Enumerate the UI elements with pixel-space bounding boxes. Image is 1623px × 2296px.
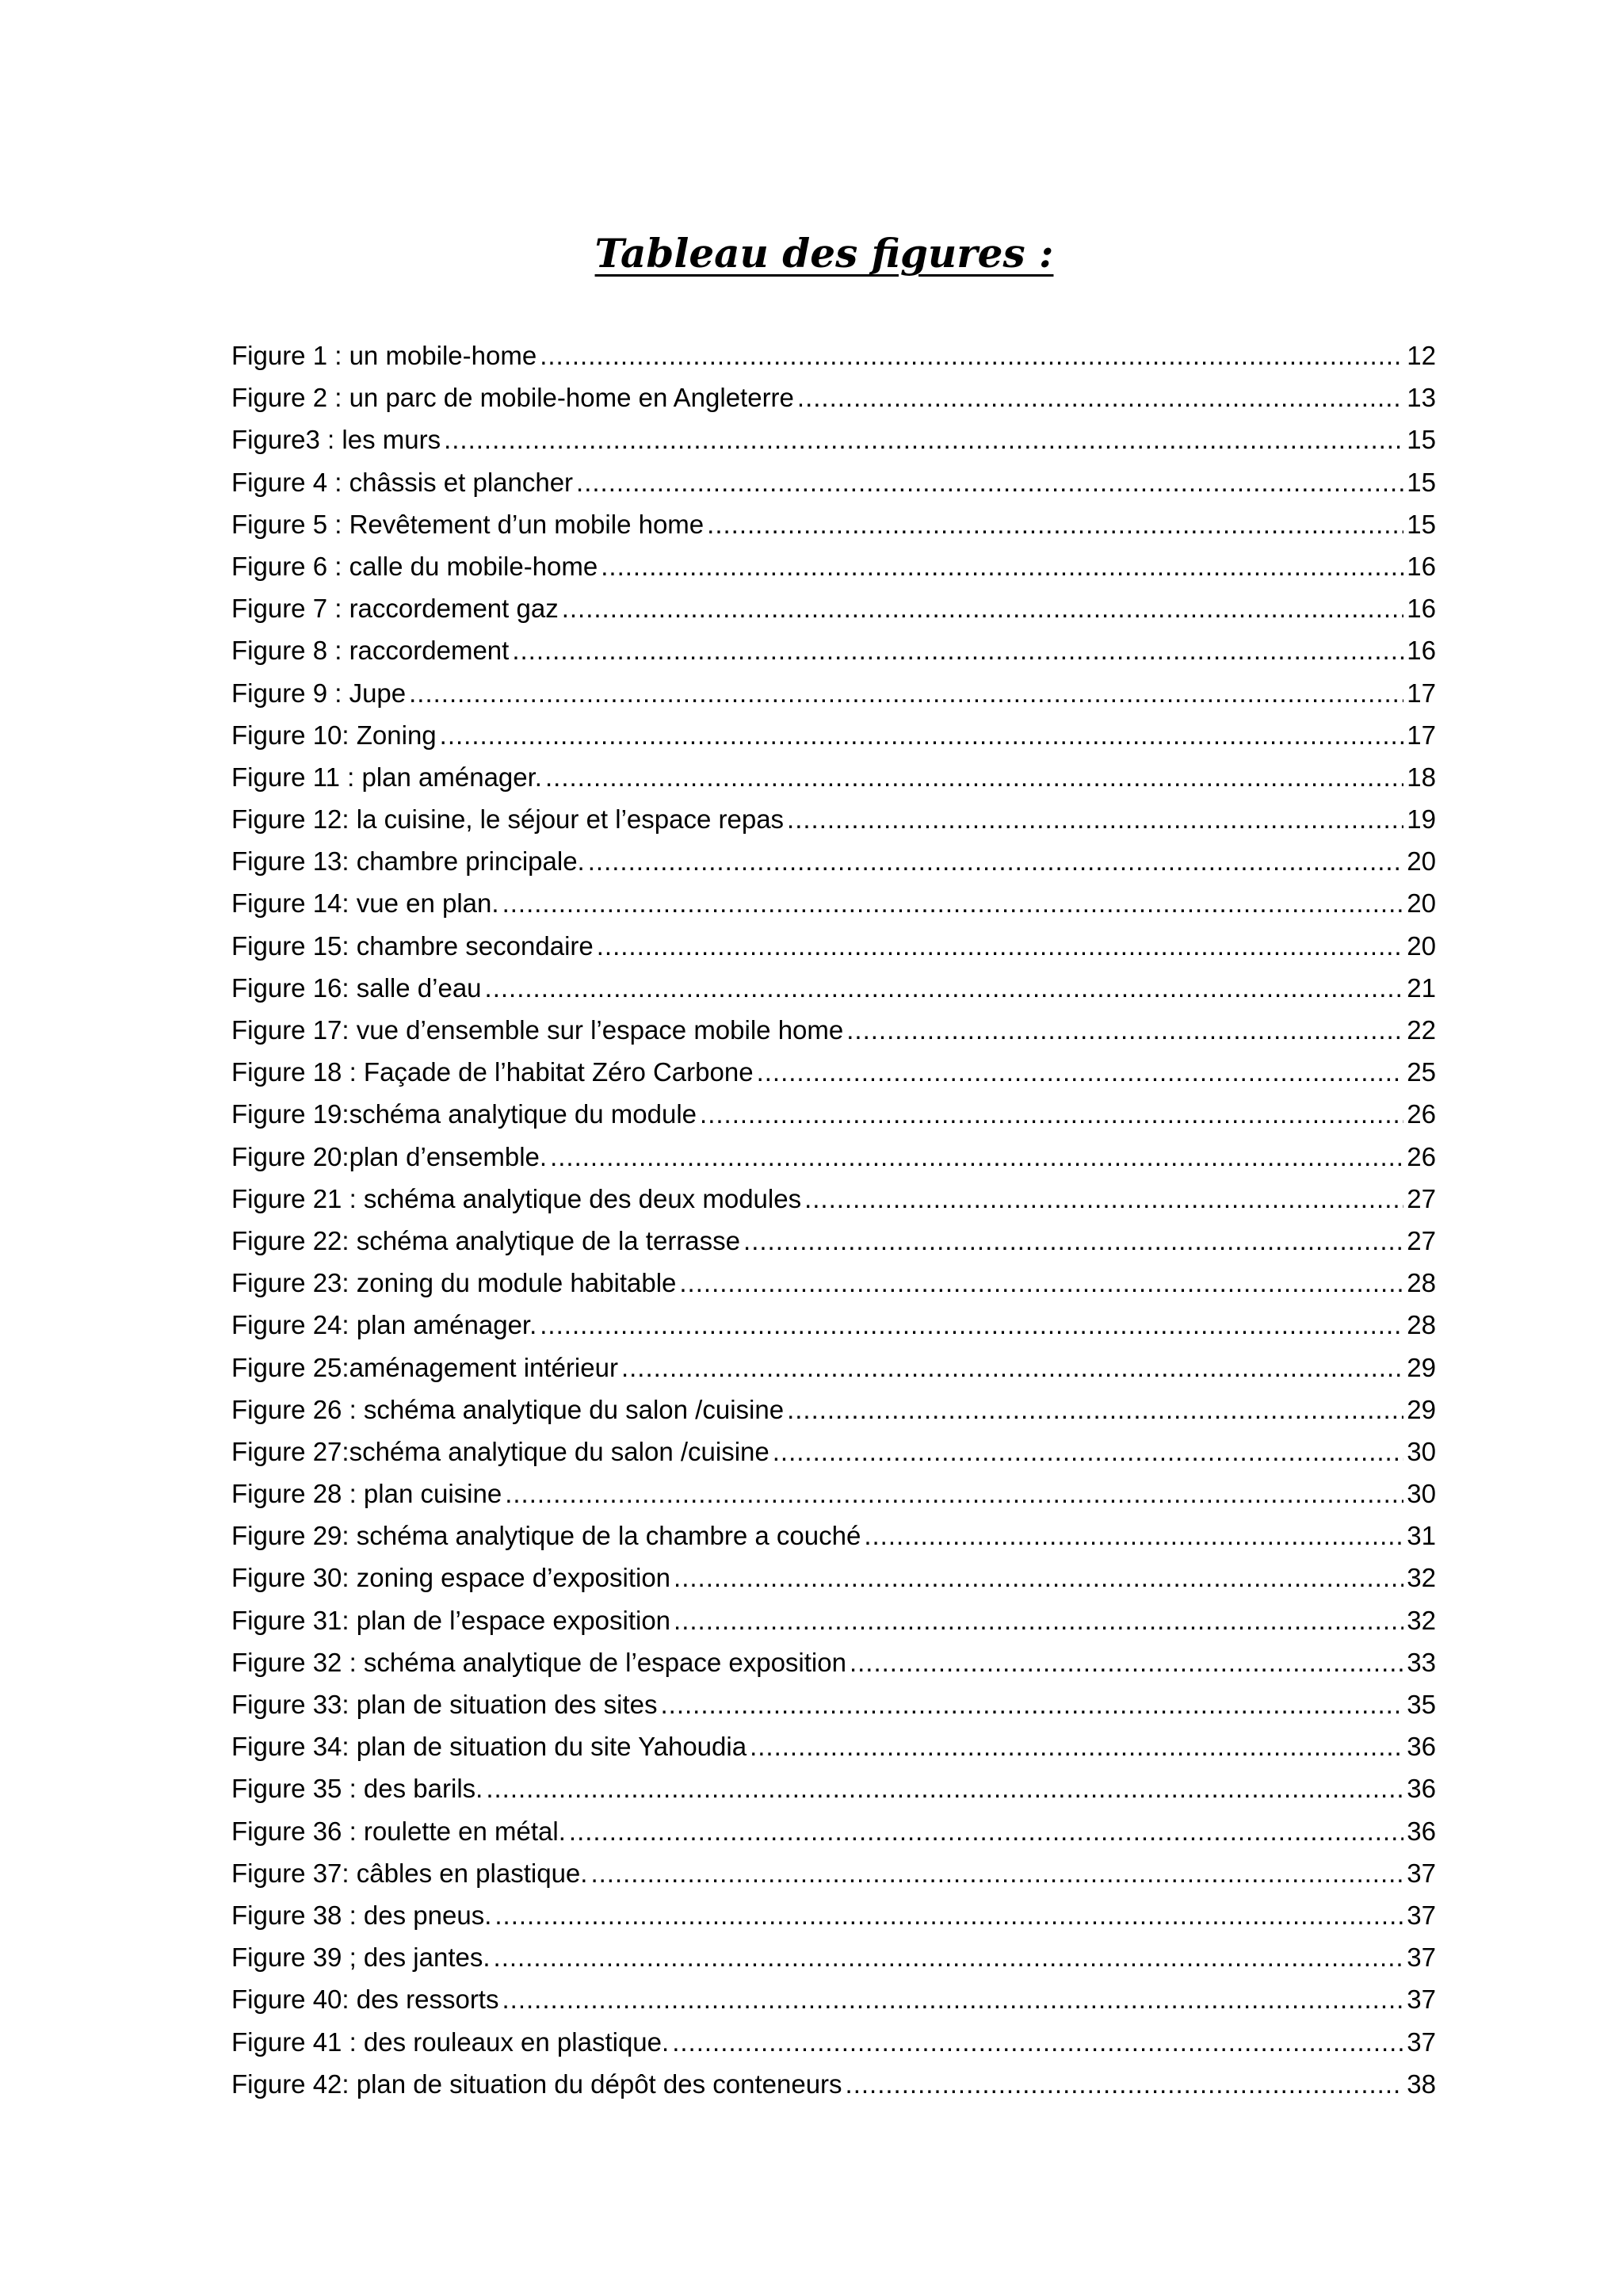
figure-entry-page-number: 37: [1407, 1985, 1436, 2015]
figure-entry-label: Figure 37: câbles en plastique.: [231, 1858, 588, 1888]
figure-entry-label: Figure 33: plan de situation des sites: [231, 1690, 658, 1719]
figure-entry[interactable]: [231, 1304, 1436, 1346]
figure-entry-page-number: 32: [1407, 1563, 1436, 1593]
figure-entry-page-number: 37: [1407, 1943, 1436, 1973]
figure-entry-label: Figure 30: zoning espace d’exposition: [231, 1563, 671, 1593]
page-title: Tableau des figures :: [594, 230, 1054, 277]
figure-entry-label: Figure3 : les murs: [231, 425, 441, 455]
figure-entry[interactable]: [231, 672, 1436, 714]
figure-entry-label: Figure 11 : plan aménager.: [231, 762, 542, 792]
figure-entry-page-number: 15: [1407, 467, 1436, 497]
figure-entry-page-number: 32: [1407, 1605, 1436, 1635]
dot-leader: [512, 629, 1403, 671]
figure-entry-label: Figure 34: plan de situation du site Yahoudia: [231, 1732, 747, 1762]
figure-entry-page-number: 20: [1407, 846, 1436, 877]
figure-entry-label: Figure 31: plan de l’espace exposition: [231, 1605, 671, 1635]
dot-leader: [540, 334, 1403, 376]
figure-entry[interactable]: [231, 1051, 1436, 1093]
dot-leader: [850, 1641, 1403, 1683]
figure-entry-label: Figure 22: schéma analytique de la terrasse: [231, 1225, 741, 1255]
figure-entry[interactable]: [231, 1515, 1436, 1557]
figure-entry[interactable]: [231, 1178, 1436, 1220]
figure-entry[interactable]: [231, 967, 1436, 1009]
dot-leader: [597, 925, 1404, 967]
figure-entry[interactable]: [231, 798, 1436, 840]
figure-entry-label: Figure 9 : Jupe: [231, 678, 407, 708]
figure-entry[interactable]: [231, 1725, 1436, 1767]
dot-leader: [588, 840, 1404, 882]
figure-entry-page-number: 28: [1407, 1268, 1436, 1298]
dot-leader: [661, 1683, 1404, 1725]
figure-entry-label: Figure 25:aménagement intérieur: [231, 1352, 618, 1382]
dot-leader: [846, 2063, 1404, 2105]
dot-leader: [757, 1051, 1404, 1093]
figure-entry-page-number: 25: [1407, 1057, 1436, 1087]
dot-leader: [562, 587, 1404, 629]
dot-leader: [743, 1220, 1403, 1262]
figure-entry[interactable]: [231, 1978, 1436, 2020]
figure-entry-page-number: 15: [1407, 509, 1436, 539]
figure-entry-label: Figure 4 : châssis et plancher: [231, 467, 574, 497]
figure-entry-page-number: 13: [1407, 383, 1436, 413]
figure-entry[interactable]: [231, 1136, 1436, 1178]
figure-entry[interactable]: [231, 1894, 1436, 1936]
figure-entry-page-number: 27: [1407, 1183, 1436, 1213]
figure-entry[interactable]: [231, 1852, 1436, 1894]
dot-leader: [540, 1304, 1403, 1346]
figure-entry-page-number: 37: [1407, 1900, 1436, 1930]
figure-entry-page-number: 19: [1407, 804, 1436, 835]
dot-leader: [864, 1515, 1403, 1557]
figure-entry-label: Figure 17: vue d’ensemble sur l’espace mobile home: [231, 1015, 844, 1045]
figure-entry-label: Figure 41 : des rouleaux en plastique.: [231, 2027, 670, 2057]
figure-entry-page-number: 18: [1407, 762, 1436, 792]
figure-entry-page-number: 35: [1407, 1690, 1436, 1719]
figure-entry[interactable]: [231, 714, 1436, 756]
dot-leader: [550, 1136, 1403, 1178]
figure-entry-page-number: 36: [1407, 1816, 1436, 1846]
figure-entry[interactable]: [231, 2063, 1436, 2105]
dot-leader: [601, 545, 1403, 587]
dot-leader: [569, 1810, 1403, 1852]
dot-leader: [494, 1936, 1404, 1978]
figure-entry-label: Figure 36 : roulette en métal.: [231, 1816, 566, 1846]
figure-entry-page-number: 36: [1407, 1732, 1436, 1762]
table-of-figures: [231, 334, 1436, 2105]
figure-entry-page-number: 26: [1407, 1099, 1436, 1129]
figure-entry[interactable]: [231, 925, 1436, 967]
figure-entry-label: Figure 1 : un mobile-home: [231, 341, 537, 370]
figure-entry[interactable]: [231, 1093, 1436, 1135]
figure-entry-page-number: 27: [1407, 1225, 1436, 1255]
figure-entry[interactable]: [231, 503, 1436, 545]
figure-entry-page-number: 20: [1407, 888, 1436, 919]
figure-entry[interactable]: [231, 1220, 1436, 1262]
figure-entry-page-number: 17: [1407, 678, 1436, 708]
figure-entry-page-number: 31: [1407, 1521, 1436, 1551]
figure-entry[interactable]: [231, 2021, 1436, 2063]
figure-entry[interactable]: [231, 1347, 1436, 1389]
figure-entry-label: Figure 15: chambre secondaire: [231, 930, 594, 961]
figure-entry-label: Figure 40: des ressorts: [231, 1985, 499, 2015]
figure-entry[interactable]: [231, 545, 1436, 587]
dot-leader: [502, 882, 1404, 924]
dot-leader: [674, 1599, 1403, 1641]
dot-leader: [679, 1262, 1403, 1304]
dot-leader: [674, 1557, 1403, 1599]
figure-entry-page-number: 26: [1407, 1141, 1436, 1171]
dot-leader: [576, 461, 1403, 503]
dot-leader: [486, 1767, 1403, 1809]
dot-leader: [505, 1473, 1403, 1515]
figure-entry-page-number: 16: [1407, 594, 1436, 624]
figure-entry-label: Figure 23: zoning du module habitable: [231, 1268, 677, 1298]
figure-entry-label: Figure 18 : Façade de l’habitat Zéro Carbone: [231, 1057, 754, 1087]
figure-entry[interactable]: [231, 882, 1436, 924]
figure-entry-page-number: 37: [1407, 1858, 1436, 1888]
figure-entry-page-number: 17: [1407, 720, 1436, 750]
dot-leader: [797, 376, 1403, 418]
figure-entry-label: Figure 32 : schéma analytique de l’espace exposition: [231, 1647, 846, 1677]
dot-leader: [707, 503, 1403, 545]
figure-entry-label: Figure 5 : Revêtement d’un mobile home: [231, 509, 705, 539]
figure-entry-label: Figure 2 : un parc de mobile-home en Angleterre: [231, 383, 794, 413]
figure-entry-label: Figure 7 : raccordement gaz: [231, 594, 559, 624]
figure-entry-label: Figure 28 : plan cuisine: [231, 1479, 502, 1509]
figure-entry-label: Figure 29: schéma analytique de la chambre a couché: [231, 1521, 861, 1551]
figure-entry[interactable]: [231, 629, 1436, 671]
figure-entry[interactable]: [231, 334, 1436, 376]
figure-entry-label: Figure 10: Zoning: [231, 720, 437, 750]
dot-leader: [787, 798, 1403, 840]
figure-entry[interactable]: [231, 376, 1436, 418]
figure-entry-label: Figure 35 : des barils.: [231, 1774, 483, 1804]
dot-leader: [700, 1093, 1403, 1135]
figure-entry-page-number: 29: [1407, 1394, 1436, 1424]
figure-entry-page-number: 16: [1407, 636, 1436, 666]
figure-entry[interactable]: [231, 1767, 1436, 1809]
figure-entry-label: Figure 21 : schéma analytique des deux modules: [231, 1183, 802, 1213]
figure-entry[interactable]: [231, 461, 1436, 503]
figure-entry[interactable]: [231, 1683, 1436, 1725]
figure-entry-page-number: 22: [1407, 1015, 1436, 1045]
figure-entry-page-number: 20: [1407, 930, 1436, 961]
figure-entry[interactable]: [231, 1936, 1436, 1978]
figure-entry-label: Figure 6 : calle du mobile-home: [231, 551, 598, 581]
figure-entry[interactable]: [231, 587, 1436, 629]
figure-entry[interactable]: [231, 418, 1436, 460]
figure-entry-page-number: 28: [1407, 1310, 1436, 1340]
dot-leader: [502, 1978, 1403, 2020]
figure-entry-label: Figure 19:schéma analytique du module: [231, 1099, 697, 1129]
dot-leader: [773, 1431, 1404, 1473]
figure-entry-label: Figure 12: la cuisine, le séjour et l’espace repas: [231, 804, 785, 835]
figure-entry[interactable]: [231, 1473, 1436, 1515]
dot-leader: [409, 672, 1403, 714]
figure-entry[interactable]: [231, 756, 1436, 798]
dot-leader: [545, 756, 1403, 798]
figure-entry-page-number: 29: [1407, 1352, 1436, 1382]
figure-entry-label: Figure 13: chambre principale.: [231, 846, 585, 877]
figure-entry-page-number: 33: [1407, 1647, 1436, 1677]
figure-entry-page-number: 15: [1407, 425, 1436, 455]
dot-leader: [750, 1725, 1403, 1767]
figure-entry-label: Figure 20:plan d’ensemble.: [231, 1141, 548, 1171]
figure-entry[interactable]: [231, 1557, 1436, 1599]
dot-leader: [621, 1347, 1403, 1389]
dot-leader: [444, 418, 1403, 460]
figure-entry-label: Figure 26 : schéma analytique du salon /cuisine: [231, 1394, 785, 1424]
dot-leader: [485, 967, 1404, 1009]
figure-entry[interactable]: [231, 1641, 1436, 1683]
figure-entry[interactable]: [231, 1262, 1436, 1304]
figure-entry[interactable]: [231, 1431, 1436, 1473]
figure-entry-page-number: 38: [1407, 2069, 1436, 2099]
figure-entry-page-number: 37: [1407, 2027, 1436, 2057]
figure-entry-page-number: 30: [1407, 1436, 1436, 1466]
figure-entry[interactable]: [231, 1389, 1436, 1431]
figure-entry-label: Figure 16: salle d’eau: [231, 972, 482, 1003]
figure-entry-page-number: 16: [1407, 551, 1436, 581]
figure-entry-page-number: 12: [1407, 341, 1436, 370]
figure-entry-label: Figure 24: plan aménager.: [231, 1310, 537, 1340]
figure-entry[interactable]: [231, 1810, 1436, 1852]
dot-leader: [590, 1852, 1403, 1894]
dot-leader: [846, 1009, 1403, 1051]
figure-entry-label: Figure 42: plan de situation du dépôt des conteneurs: [231, 2069, 842, 2099]
dot-leader: [440, 714, 1404, 756]
figure-entry-label: Figure 8 : raccordement: [231, 636, 510, 666]
figure-entry-label: Figure 14: vue en plan.: [231, 888, 499, 919]
figure-entry-page-number: 36: [1407, 1774, 1436, 1804]
figure-entry[interactable]: [231, 1599, 1436, 1641]
dot-leader: [672, 2021, 1403, 2063]
figure-entry[interactable]: [231, 840, 1436, 882]
figure-entry-page-number: 21: [1407, 972, 1436, 1003]
figure-entry-page-number: 30: [1407, 1479, 1436, 1509]
dot-leader: [804, 1178, 1403, 1220]
figure-entry-label: Figure 38 : des pneus.: [231, 1900, 492, 1930]
figure-entry-label: Figure 27:schéma analytique du salon /cuisine: [231, 1436, 769, 1466]
dot-leader: [495, 1894, 1403, 1936]
figure-entry-label: Figure 39 ; des jantes.: [231, 1943, 491, 1973]
figure-entry[interactable]: [231, 1009, 1436, 1051]
dot-leader: [787, 1389, 1403, 1431]
